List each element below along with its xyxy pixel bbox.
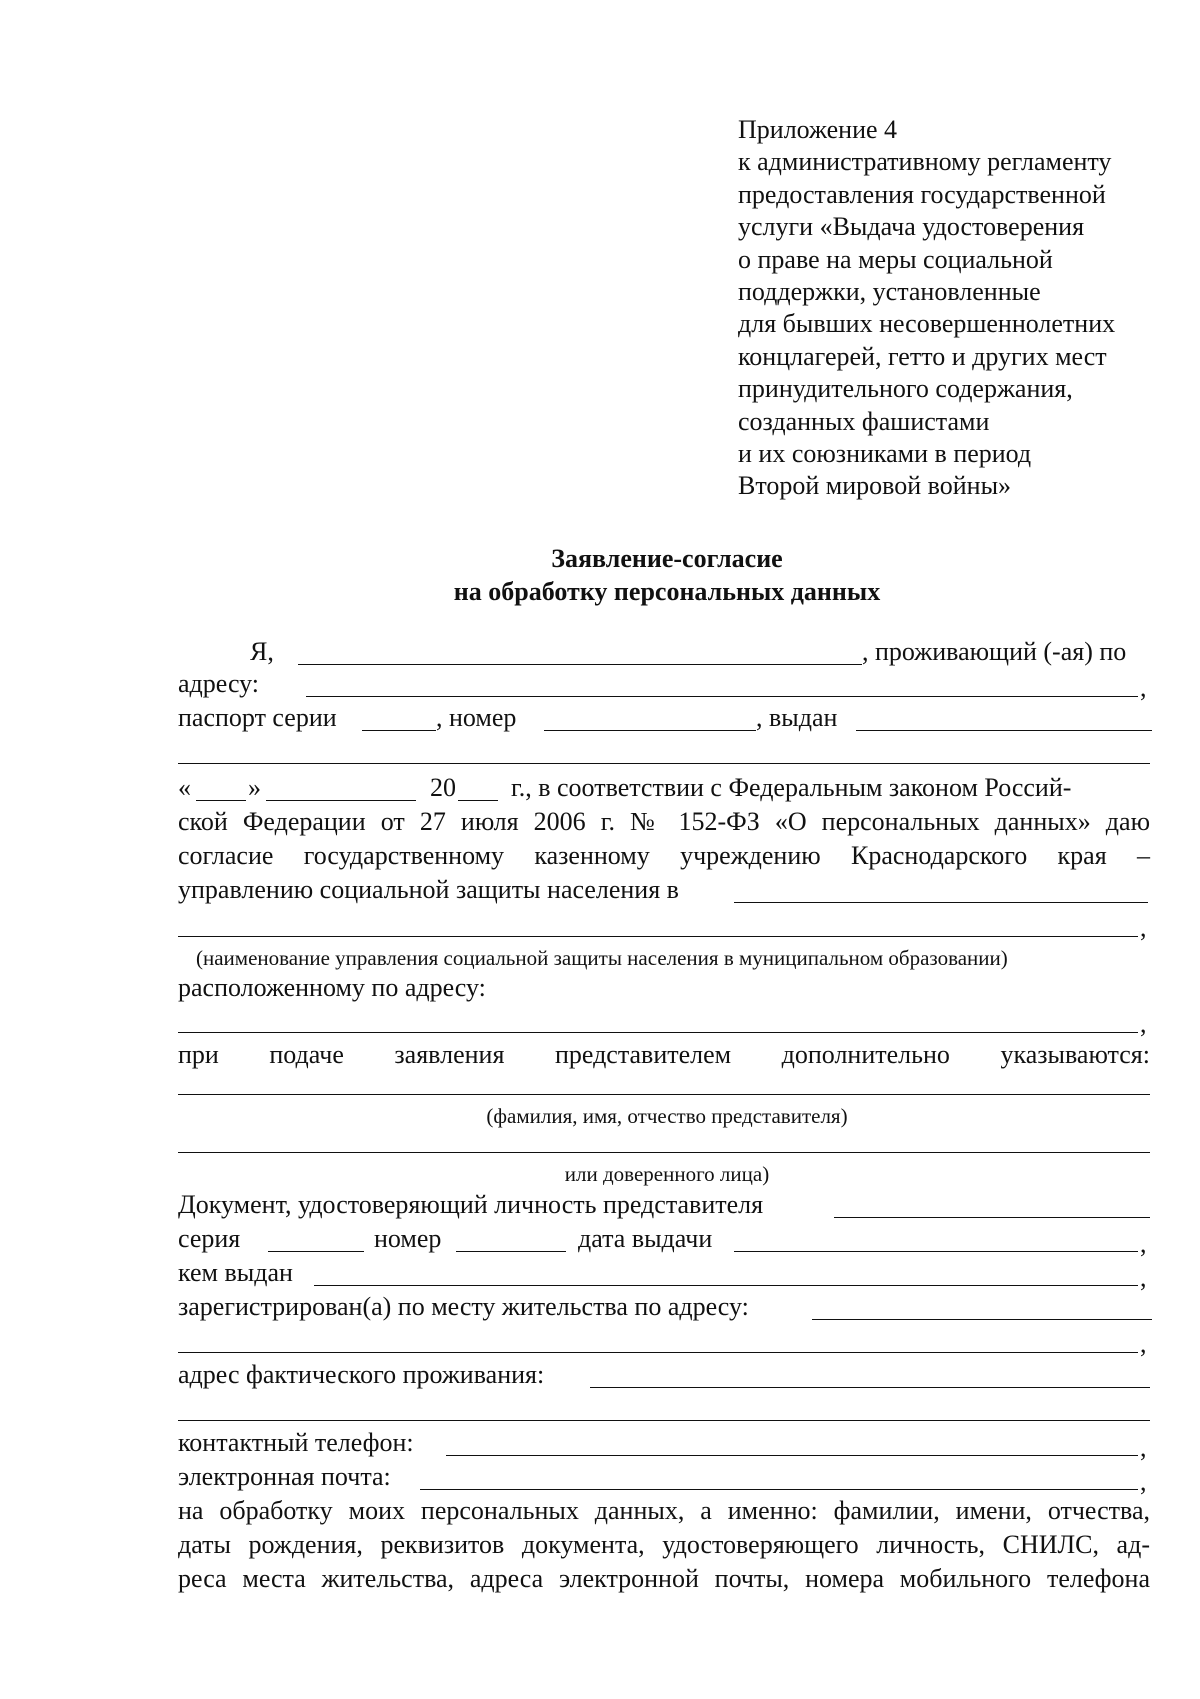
consent-line1: на обработку моих персональных данных, а именно: фамилии, имени, отчества,: [178, 1496, 1150, 1525]
rep-series-field[interactable]: [268, 1251, 364, 1252]
phone-label: контактный телефон:: [178, 1428, 414, 1457]
appendix-line: поддержки, установленные: [738, 277, 1041, 307]
document-subtitle: на обработку персональных данных: [453, 577, 881, 606]
comma: ,: [1140, 1229, 1147, 1258]
passport-series-label: паспорт серии: [178, 703, 337, 732]
representative-word: представителем: [554, 1040, 732, 1069]
comma: ,: [1140, 1329, 1147, 1358]
series-label: серия: [178, 1224, 241, 1253]
representative-word: подаче: [269, 1040, 344, 1069]
rep-document-field[interactable]: [834, 1217, 1150, 1218]
consent-line3: реса места жительства, адреса электронной почты, номера мобильного телефона: [178, 1564, 1150, 1593]
email-field[interactable]: [420, 1489, 1138, 1490]
passport-issued-by-field-2[interactable]: [178, 763, 1150, 764]
appendix-line: для бывших несовершеннолетних: [738, 309, 1116, 339]
representative-word: заявления: [394, 1040, 505, 1069]
law-text-line1: г., в соответствии с Федеральным законом Россий-: [511, 773, 1072, 802]
issued-by-label: кем выдан: [178, 1258, 293, 1287]
comma: ,: [1140, 1009, 1147, 1038]
appendix-line: Приложение 4: [738, 115, 898, 144]
department-field[interactable]: [734, 902, 1148, 903]
department-caption: (наименование управления социальной защиты населения в муниципальном образовании): [196, 946, 1008, 970]
phone-field[interactable]: [446, 1455, 1138, 1456]
passport-issued-label: , выдан: [756, 703, 838, 732]
appendix-line: и их союзниками в период: [738, 439, 1032, 469]
appendix-line: предоставления государственной: [738, 179, 1106, 209]
passport-number-label: , номер: [436, 703, 517, 732]
date-year-field[interactable]: [458, 800, 498, 801]
comma: ,: [1140, 913, 1147, 942]
appendix-line: принудительного содержания,: [738, 374, 1073, 404]
passport-series-field[interactable]: [362, 730, 436, 731]
representative-name-field[interactable]: [178, 1094, 1150, 1095]
appendix-line: созданных фашистами: [738, 406, 990, 436]
appendix-line: к административному регламенту: [738, 147, 1112, 177]
law-text-line3: согласие государственному казенному учреждению Краснодарского края –: [178, 841, 1150, 870]
located-at-label: расположенному по адресу:: [178, 973, 486, 1002]
email-label: электронная почта:: [178, 1462, 391, 1491]
appendix-block: [738, 114, 1115, 503]
rep-number-field[interactable]: [456, 1251, 566, 1252]
rep-issued-by-field[interactable]: [314, 1285, 1138, 1286]
actual-address-field-2[interactable]: [178, 1420, 1150, 1421]
date-close-quote: »: [248, 773, 261, 802]
passport-number-field[interactable]: [544, 730, 756, 731]
rep-document-label: Документ, удостоверяющий личность представителя: [178, 1190, 764, 1219]
comma: ,: [1140, 673, 1147, 702]
department-field-2[interactable]: [178, 936, 1138, 937]
appendix-line: концлагерей, гетто и других мест: [738, 341, 1107, 371]
full-name-field[interactable]: [298, 664, 862, 665]
registered-address-field-2[interactable]: [178, 1352, 1138, 1353]
i-label: Я,: [250, 637, 274, 666]
actual-address-field[interactable]: [590, 1387, 1150, 1388]
comma: ,: [1140, 1433, 1147, 1462]
trustee-name-field[interactable]: [178, 1152, 1150, 1153]
issue-date-label: дата выдачи: [578, 1224, 713, 1253]
actual-address-label: адрес фактического проживания:: [178, 1360, 545, 1389]
appendix-line: услуги «Выдача удостоверения: [738, 212, 1085, 242]
passport-issued-by-field[interactable]: [856, 730, 1152, 731]
address-field[interactable]: [306, 696, 1138, 697]
comma: ,: [1140, 1263, 1147, 1292]
fio-caption: (фамилия, имя, отчество представителя): [486, 1104, 848, 1128]
representative-line: [178, 1039, 1150, 1071]
law-text-line4: управлению социальной защиты населения в: [178, 875, 679, 904]
representative-word: при: [178, 1040, 219, 1069]
law-text-line2: ской Федерации от 27 июля 2006 г. № 152-ФЗ «О персональных данных» даю: [178, 807, 1150, 836]
registered-address-field[interactable]: [812, 1319, 1152, 1320]
date-open-quote: «: [178, 773, 191, 802]
residing-label: , проживающий (-ая) по: [862, 637, 1127, 666]
address-label: адресу:: [178, 669, 260, 698]
document-title: Заявление-согласие: [551, 544, 783, 573]
registered-label: зарегистрирован(а) по месту жительства по адресу:: [178, 1292, 749, 1321]
number-label: номер: [374, 1224, 442, 1253]
representative-word: указываются:: [1000, 1040, 1150, 1069]
year-prefix: 20: [430, 773, 456, 802]
date-month-field[interactable]: [266, 800, 416, 801]
appendix-line: Второй мировой войны»: [738, 471, 1012, 501]
trustee-caption: или доверенного лица): [564, 1162, 770, 1186]
representative-word: дополнительно: [781, 1040, 950, 1069]
rep-issue-date-field[interactable]: [734, 1251, 1138, 1252]
department-address-field[interactable]: [178, 1032, 1138, 1033]
date-day-field[interactable]: [196, 800, 246, 801]
comma: ,: [1140, 1467, 1147, 1496]
consent-line2: даты рождения, реквизитов документа, удостоверяющего личность, СНИЛС, ад-: [178, 1530, 1150, 1559]
appendix-line: о праве на меры социальной: [738, 244, 1053, 274]
